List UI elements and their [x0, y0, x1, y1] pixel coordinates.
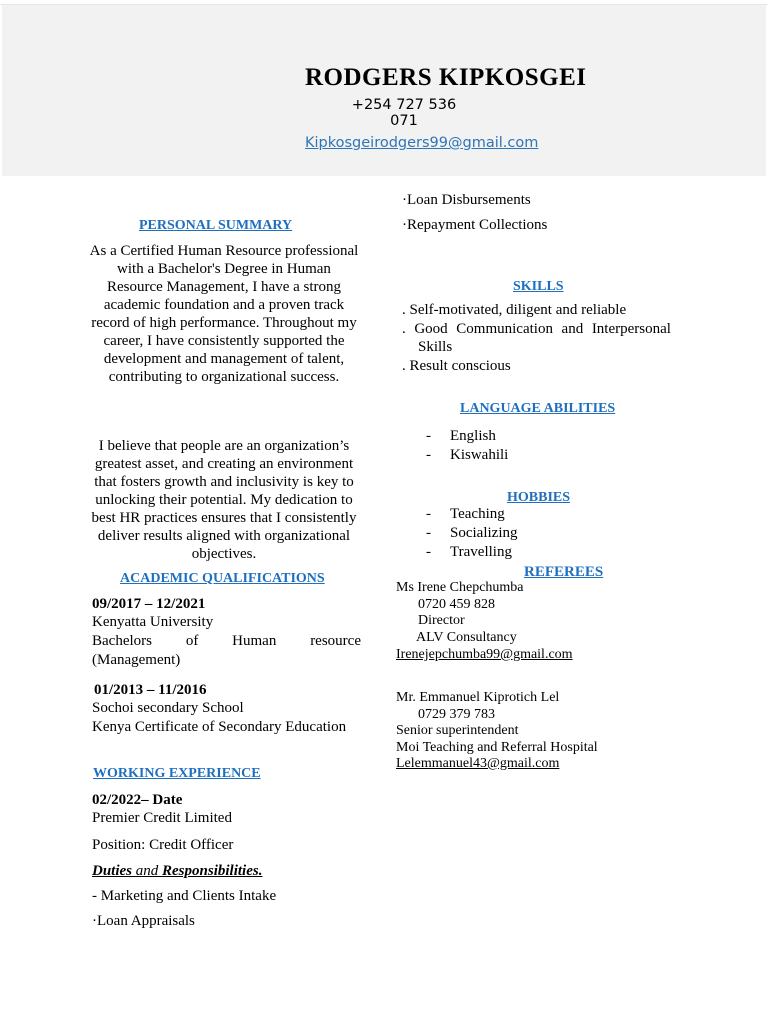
skill-word: Interpersonal — [591, 321, 671, 337]
hobby-item — [426, 506, 505, 523]
qual-word: Bachelors — [92, 633, 152, 649]
hobby-name: Socializing — [450, 525, 518, 541]
duty-item: ·Loan Appraisals — [92, 913, 195, 929]
experience-heading: WORKING EXPERIENCE — [93, 766, 261, 781]
phone-line-2: 071 — [390, 113, 418, 129]
skill-word: Communication — [456, 321, 553, 337]
duty-item: ·Loan Disbursements — [402, 192, 531, 208]
academic-1-dates: 09/2017 – 12/2021 — [92, 596, 206, 612]
referee-1-name: Ms Irene Chepchumba — [396, 580, 524, 595]
language-item — [426, 428, 496, 445]
skill-item-communication-line2: Skills — [418, 339, 453, 355]
candidate-name: RODGERS KIPKOSGEI — [305, 64, 587, 91]
phone-line-1: +254 727 536 — [351, 97, 457, 113]
academic-1-qualification-line2: (Management) — [92, 652, 181, 668]
referees-heading: REFEREES — [524, 564, 604, 580]
skills-heading: SKILLS — [513, 279, 564, 294]
language-item — [426, 447, 508, 464]
referee-2-role: Senior superintendent — [396, 723, 519, 738]
referee-2-phone: 0729 379 783 — [418, 707, 495, 722]
skill-item: . Result conscious — [402, 358, 511, 374]
experience-position: Position: Credit Officer — [92, 837, 234, 853]
list-dash: - — [426, 525, 431, 541]
referee-1-org: ALV Consultancy — [416, 630, 517, 645]
email-link[interactable]: Kipkosgeirodgers99@gmail.com — [305, 135, 539, 151]
list-dash: - — [426, 506, 431, 522]
skill-word: . — [402, 321, 406, 337]
skill-word: and — [561, 321, 584, 337]
skill-word: Good — [414, 321, 448, 337]
skill-item: . Self-motivated, diligent and reliable — [402, 302, 627, 318]
referee-2-name: Mr. Emmanuel Kiprotich Lel — [396, 690, 560, 705]
list-dash: - — [426, 428, 431, 444]
academic-1-school: Kenyatta University — [92, 614, 214, 630]
skill-item-communication — [402, 321, 671, 338]
phone-number — [346, 97, 462, 129]
qual-word: of — [185, 633, 199, 649]
language-name: English — [450, 428, 496, 444]
list-dash: - — [426, 447, 431, 463]
academic-2-dates: 01/2013 – 11/2016 — [94, 682, 207, 698]
summary-paragraph-1: As a Certified Human Resource professional with a Bachelor's Degree in Human Resource Management, I have a strong academic foundation and a proven track record of high performance. Throughout my career, I have consistently supported the development and management of talent, contributing to organizational success. — [89, 243, 359, 385]
referee-1-phone: 0720 459 828 — [418, 597, 495, 612]
duty-item: ·Repayment Collections — [402, 217, 548, 233]
duties-and: and — [132, 863, 163, 879]
qual-word: resource — [310, 633, 361, 649]
hobbies-heading: HOBBIES — [507, 490, 571, 505]
duties-word: Duties — [92, 863, 133, 879]
qual-word: Human — [232, 633, 277, 649]
hobby-name: Teaching — [450, 506, 505, 522]
duties-heading — [92, 863, 262, 880]
academic-2-school: Sochoi secondary School — [92, 700, 244, 716]
responsibilities-word: Responsibilities. — [162, 863, 263, 879]
duty-item: - Marketing and Clients Intake — [92, 888, 277, 904]
referee-2-email[interactable]: Lelemmanuel43@gmail.com — [396, 756, 560, 771]
academic-2-qualification: Kenya Certificate of Secondary Education — [92, 719, 347, 735]
referee-1-email[interactable]: Irenejepchumba99@gmail.com — [396, 647, 573, 662]
language-heading: LANGUAGE ABILITIES — [460, 401, 616, 416]
academic-heading: ACADEMIC QUALIFICATIONS — [120, 571, 325, 586]
hobby-name: Travelling — [450, 544, 512, 560]
hobby-item — [426, 544, 512, 561]
referee-2-org: Moi Teaching and Referral Hospital — [396, 740, 598, 755]
list-dash: - — [426, 544, 431, 560]
personal-summary-heading: PERSONAL SUMMARY — [139, 218, 293, 233]
academic-1-qualification — [92, 633, 361, 650]
referee-1-role: Director — [418, 613, 465, 628]
experience-company: Premier Credit Limited — [92, 810, 232, 826]
experience-dates: 02/2022– Date — [92, 792, 183, 808]
summary-paragraph-2: I believe that people are an organization’s greatest asset, and creating an environment that fosters growth and inclusivity is key to unlocking their potential. My dedication to best HR practices ensures that I consistently deliver results aligned with organizational objectives. — [91, 438, 357, 562]
hobby-item — [426, 525, 518, 542]
language-name: Kiswahili — [450, 447, 509, 463]
